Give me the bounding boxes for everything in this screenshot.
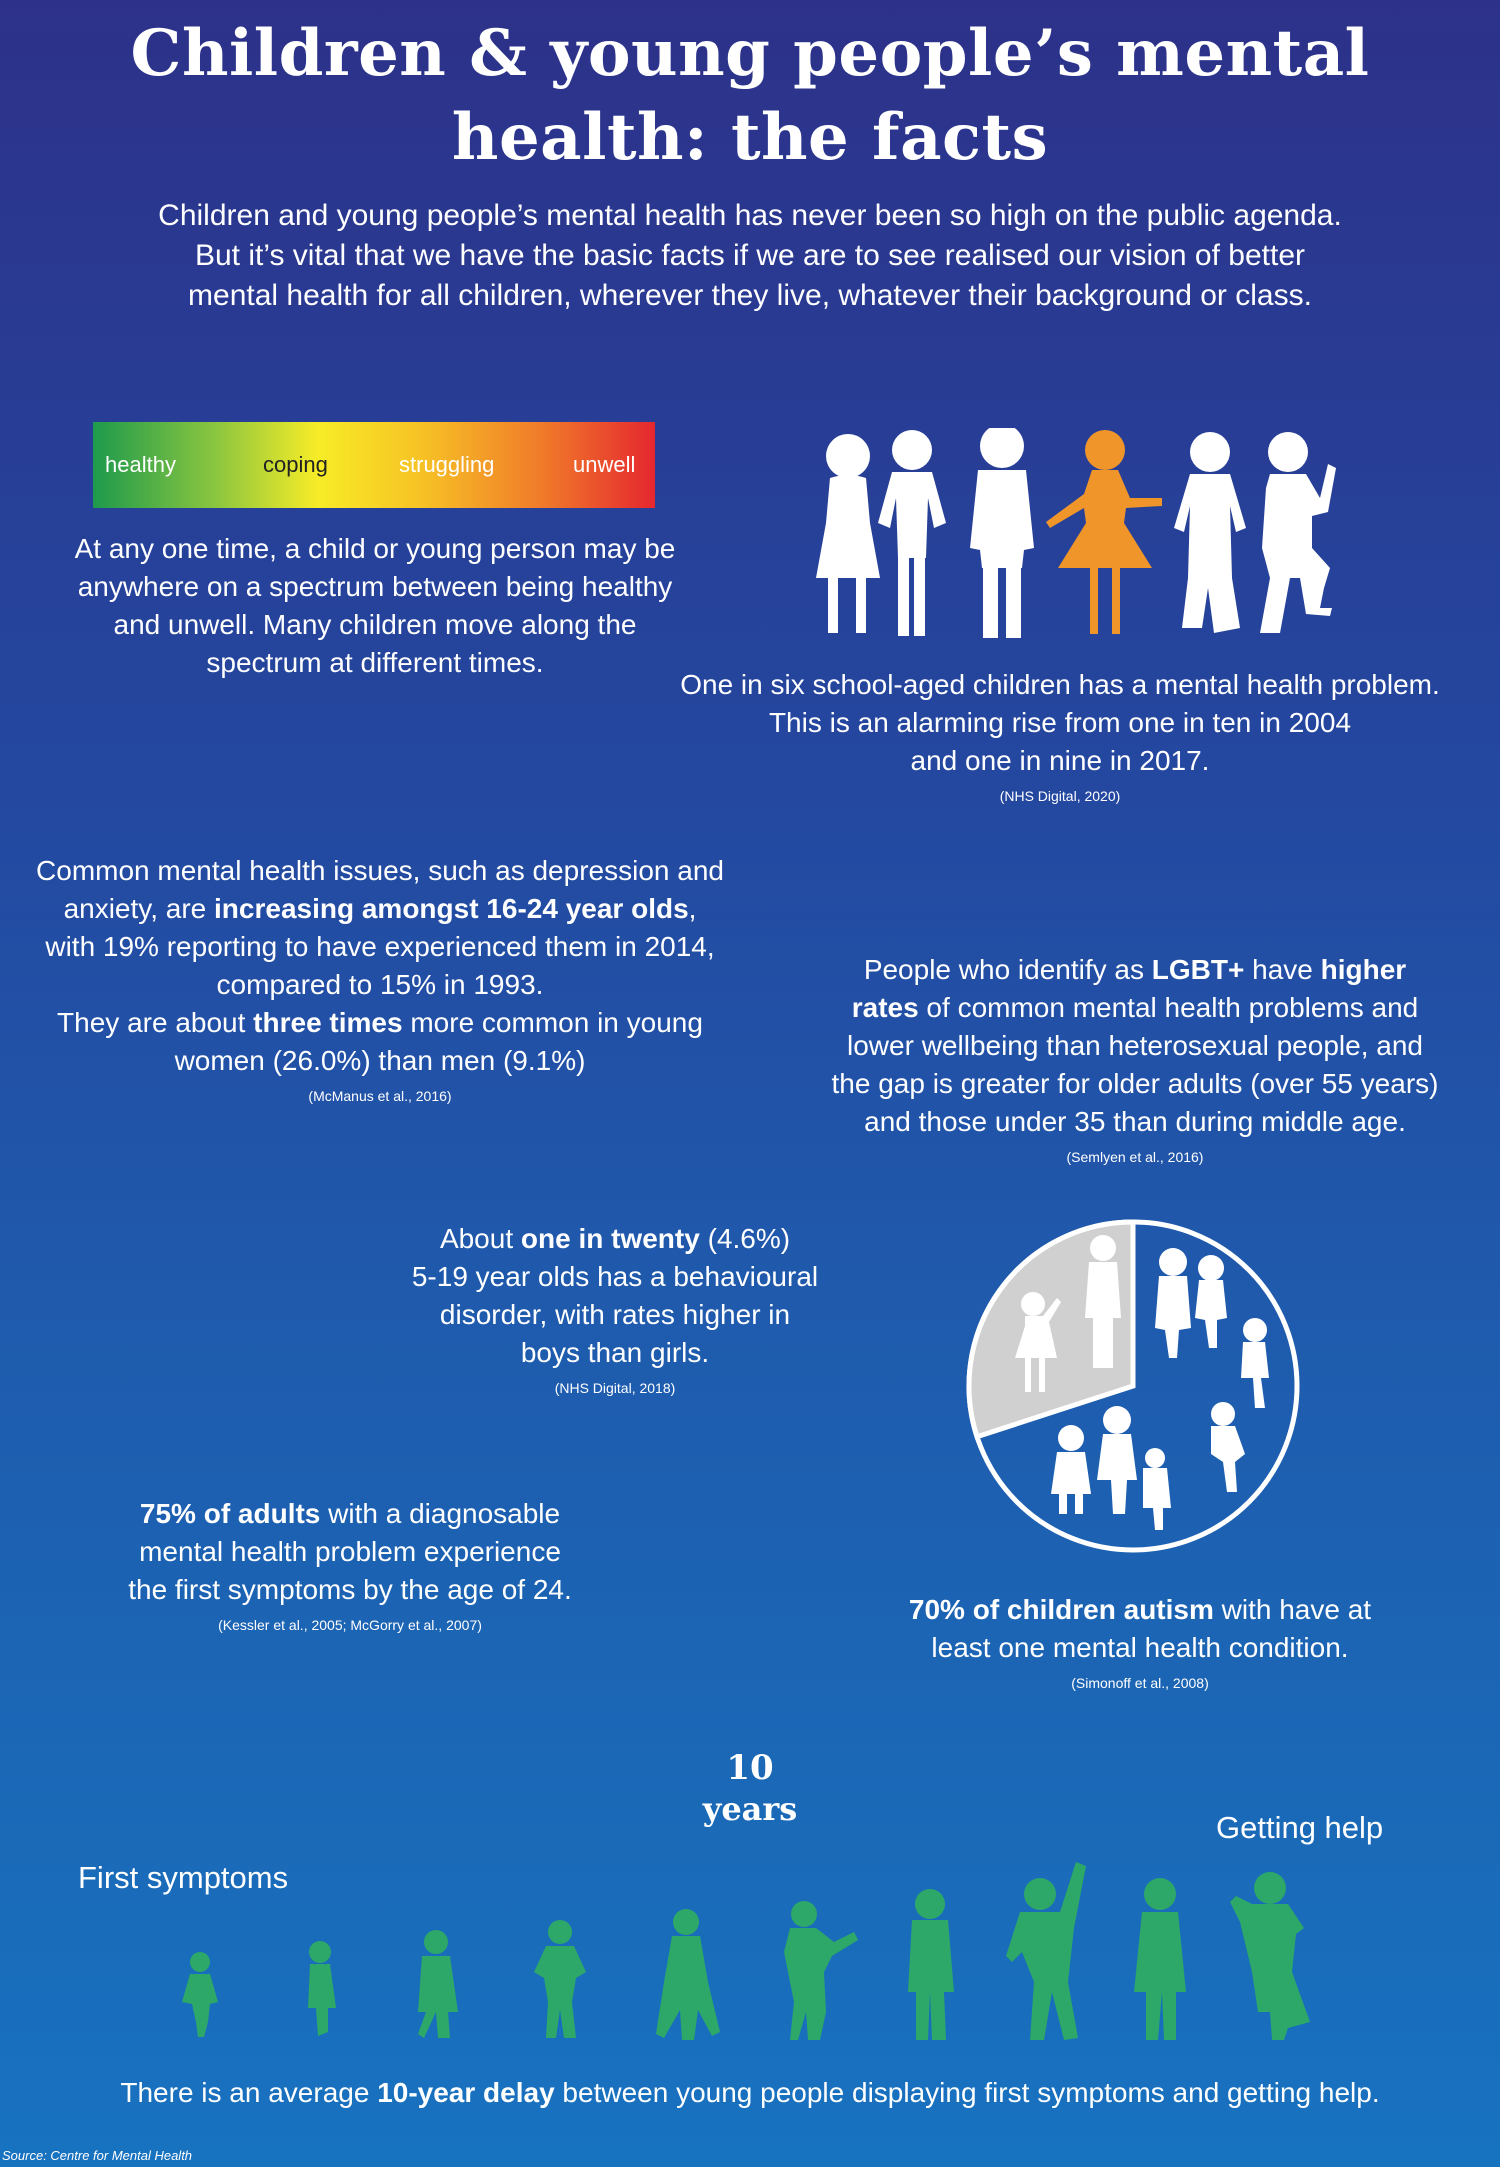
six-children-illustration — [800, 428, 1340, 643]
spectrum-text-line: and unwell. Many children move along the — [113, 609, 637, 640]
intro-line-3: mental health for all children, wherever they live, whatever their background or class. — [188, 279, 1312, 312]
first-symptoms-label: First symptoms — [78, 1860, 289, 1895]
child-silhouette-5 — [1174, 432, 1246, 633]
fact-line — [380, 1220, 850, 1258]
fact-text: with have at — [1213, 1594, 1372, 1625]
spectrum-label-healthy: healthy — [105, 452, 176, 477]
child-silhouette-highlighted — [1046, 430, 1162, 634]
fact-emphasis: rates — [851, 992, 919, 1023]
source-credit: Source: Centre for Mental Health — [2, 2148, 193, 2163]
timeline-number: 10 — [726, 1748, 774, 1788]
fact-line: the gap is greater for older adults (over 55 years) — [831, 1068, 1439, 1099]
fact-text: have — [1244, 954, 1321, 985]
child-silhouette-6 — [1260, 432, 1336, 633]
fact-text: (4.6%) — [699, 1223, 791, 1254]
fact-emphasis: increasing amongst 16-24 year olds — [214, 893, 689, 924]
title-line-1: Children & young people’s mental — [130, 16, 1370, 91]
figure-age-4 — [534, 1920, 586, 2038]
common-issues-fact — [30, 852, 730, 1106]
autism-fact — [840, 1591, 1440, 1693]
fact-text: more common in young — [402, 1007, 703, 1038]
spectrum-text-line: At any one time, a child or young person may be — [74, 533, 676, 564]
fact-line: lower wellbeing than heterosexual people, and — [847, 1030, 1423, 1061]
fact-text: , — [688, 893, 697, 924]
fact-line — [30, 1004, 730, 1042]
child-silhouette-3 — [970, 428, 1034, 638]
growth-timeline-figures — [160, 1862, 1340, 2042]
fact-line: Common mental health issues, such as depression and — [36, 855, 724, 886]
title-line-2: health: the facts — [451, 100, 1049, 175]
spectrum-text-line: anywhere on a spectrum between being healthy — [77, 571, 673, 602]
figure-age-6 — [784, 1901, 858, 2040]
fact-emphasis: three times — [253, 1007, 403, 1038]
one-in-six-line: One in six school-aged children has a mental health problem. — [680, 669, 1440, 700]
fact-line: compared to 15% in 1993. — [216, 969, 544, 1000]
fact-line — [820, 951, 1450, 989]
getting-help-label: Getting help — [1216, 1810, 1384, 1845]
citation: (NHS Digital, 2020) — [999, 788, 1121, 804]
fact-line — [30, 890, 730, 928]
fact-emphasis: LGBT+ — [1151, 954, 1245, 985]
spectrum-bar — [93, 422, 655, 508]
timeline-duration — [650, 1748, 850, 1830]
intro-paragraph — [90, 196, 1410, 316]
lgbt-fact — [820, 951, 1450, 1167]
fact-emphasis: higher — [1320, 954, 1407, 985]
fact-line: with 19% reporting to have experienced them in 2014, — [45, 931, 715, 962]
timeline-unit: years — [702, 1790, 798, 1828]
citation: (McManus et al., 2016) — [308, 1088, 452, 1104]
timeline-footnote — [0, 2075, 1500, 2111]
fact-emphasis: one in twenty — [520, 1223, 700, 1254]
figure-age-2 — [308, 1941, 336, 2036]
fact-line: 5-19 year olds has a behavioural — [411, 1261, 819, 1292]
one-in-six-line: This is an alarming rise from one in ten in 2004 — [768, 707, 1352, 738]
spectrum-label-struggling: struggling — [399, 452, 495, 477]
fact-emphasis: 70% of children autism — [908, 1594, 1214, 1625]
adults-fact — [70, 1495, 630, 1635]
autism-pie-illustration — [965, 1218, 1301, 1554]
citation: (NHS Digital, 2018) — [554, 1380, 676, 1396]
footnote-text: There is an average — [120, 2077, 378, 2108]
fact-text: People who identify as — [863, 954, 1152, 985]
fact-line — [840, 1591, 1440, 1629]
page-title — [0, 12, 1500, 180]
intro-line-1: Children and young people’s mental health has never been so high on the public agenda. — [158, 199, 1342, 232]
figure-age-10 — [1230, 1872, 1310, 2040]
fact-text: About — [439, 1223, 521, 1254]
fact-text: They are about — [57, 1007, 254, 1038]
spectrum-text-line: spectrum at different times. — [206, 647, 544, 678]
fact-text: with a diagnosable — [320, 1498, 561, 1529]
one-in-six-fact — [680, 666, 1440, 806]
fact-line: and those under 35 than during middle age. — [864, 1106, 1406, 1137]
fact-line — [70, 1495, 630, 1533]
figure-age-9 — [1134, 1878, 1186, 2040]
spectrum-label-unwell: unwell — [573, 452, 636, 477]
spectrum-label-coping: coping — [263, 452, 328, 477]
intro-line-2: But it’s vital that we have the basic facts if we are to see realised our vision of better — [194, 239, 1305, 272]
footnote-emphasis: 10-year delay — [377, 2077, 555, 2108]
child-silhouette-2 — [878, 430, 946, 636]
child-silhouette-1 — [816, 434, 880, 633]
behavioural-fact — [380, 1220, 850, 1398]
fact-line: the first symptoms by the age of 24. — [128, 1574, 572, 1605]
fact-line: boys than girls. — [520, 1337, 710, 1368]
fact-line: least one mental health condition. — [931, 1632, 1349, 1663]
fact-line: disorder, with rates higher in — [439, 1299, 791, 1330]
fact-line: women (26.0%) than men (9.1%) — [174, 1045, 586, 1076]
citation: (Simonoff et al., 2008) — [1071, 1675, 1209, 1691]
figure-age-3 — [418, 1930, 458, 2038]
figure-age-5 — [656, 1909, 720, 2040]
fact-line — [820, 989, 1450, 1027]
fact-line: mental health problem experience — [139, 1536, 561, 1567]
fact-text: anxiety, are — [63, 893, 215, 924]
one-in-six-line: and one in nine in 2017. — [910, 745, 1210, 776]
spectrum-text — [50, 530, 700, 682]
figure-age-7 — [908, 1889, 954, 2040]
citation: (Semlyen et al., 2016) — [1066, 1149, 1204, 1165]
figure-age-8 — [1006, 1862, 1086, 2040]
footnote-text: between young people displaying first symptoms and getting help. — [554, 2077, 1380, 2108]
fact-text: of common mental health problems and — [918, 992, 1419, 1023]
fact-emphasis: 75% of adults — [139, 1498, 321, 1529]
citation: (Kessler et al., 2005; McGorry et al., 2007) — [218, 1617, 482, 1633]
figure-age-1 — [182, 1952, 218, 2037]
